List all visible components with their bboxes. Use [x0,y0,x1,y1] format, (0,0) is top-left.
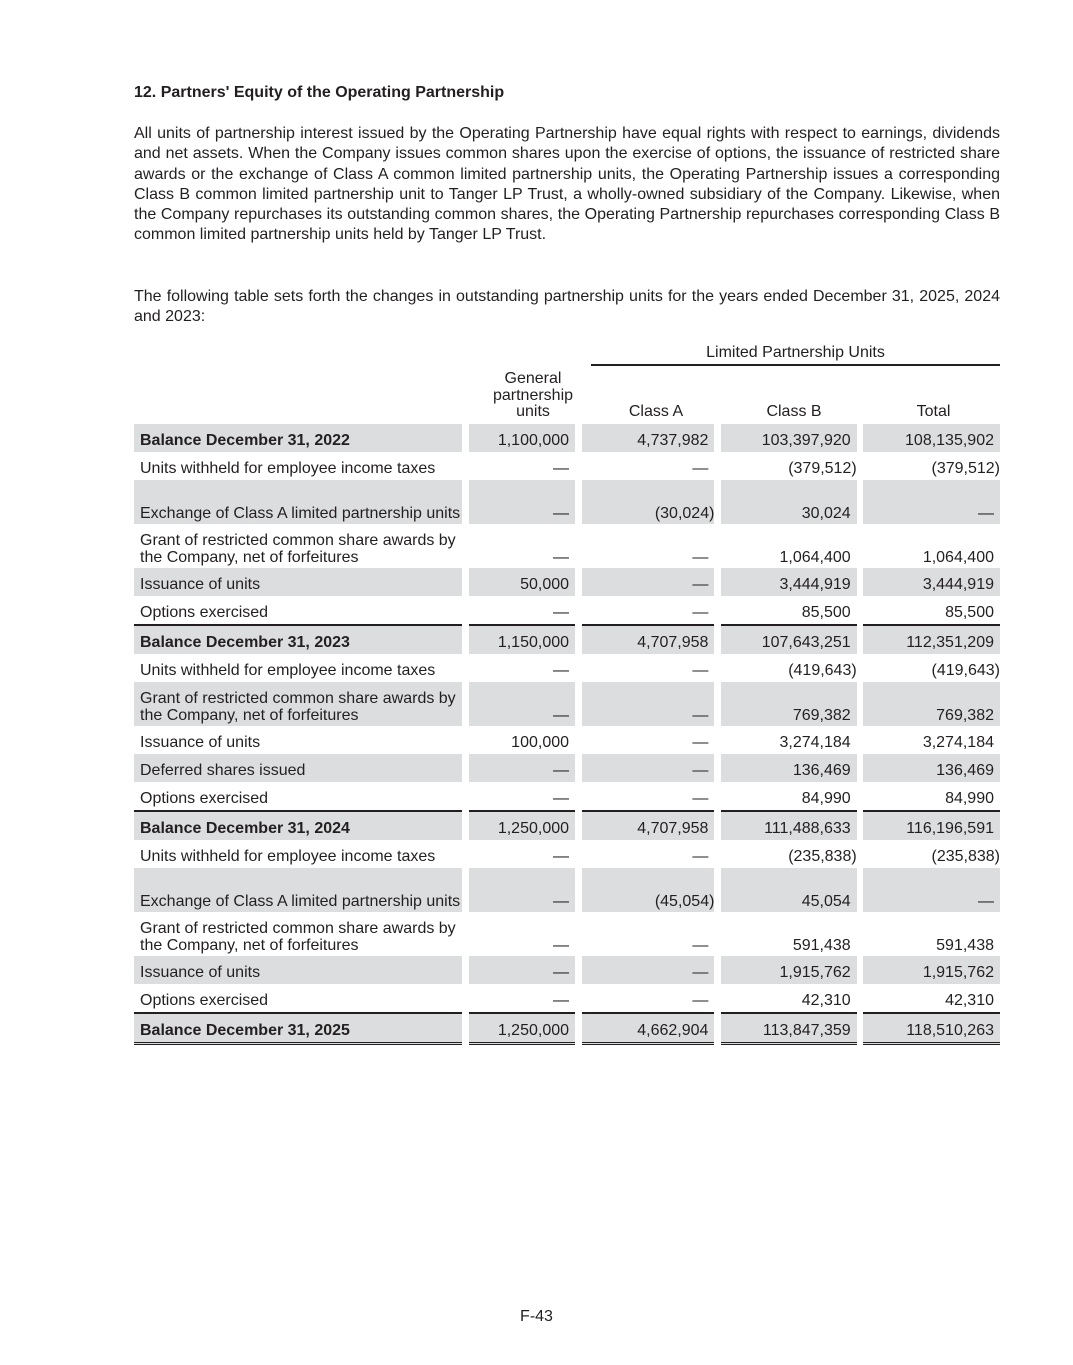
cell-general-partnership: — [469,682,575,726]
cell-class-b: 42,310 [801,991,851,1009]
row-label: Exchange of Class A limited partnership units [134,868,462,912]
cell-general-partnership: 1,250,000 [469,1012,575,1045]
column-gap [462,840,469,868]
column-gap [714,868,721,912]
cell-total: (379,512) [931,459,1000,477]
column-gap [857,754,864,782]
column-gap [462,868,469,912]
cell-class-b: 136,469 [721,754,857,782]
cell-general-partnership: 1,150,000 [469,624,575,654]
cell-class-b: 45,054 [721,868,857,912]
cell-class-b: 113,847,359 [721,1012,857,1045]
cell-general-partnership: — [469,956,575,984]
table-row [134,754,1000,782]
column-gap [462,956,469,984]
cell-class-a: — [692,847,709,865]
cell-total: 116,196,591 [863,810,1000,840]
column-gap [714,682,721,726]
table-row [134,726,1000,754]
cell-class-a: — [692,603,709,621]
column-gap [575,682,582,726]
cell-total: (419,643) [931,661,1000,679]
cell-class-b: 1,064,400 [779,548,851,566]
column-gap [857,726,864,754]
column-gap [462,682,469,726]
column-gap [857,480,864,524]
column-gap [462,810,469,840]
cell-general-partnership: 1,250,000 [469,810,575,840]
column-gap [714,984,721,1012]
cell-total: 3,274,184 [922,733,994,751]
cell-total: 3,444,919 [863,568,1000,596]
column-gap [714,596,721,624]
column-gap [462,912,469,956]
row-label: Exchange of Class A limited partnership units [134,480,462,524]
cell-general-partnership: 1,100,000 [469,424,575,452]
cell-total: 1,915,762 [863,956,1000,984]
partnership-units-table [134,424,1000,1045]
balance-row [134,624,1000,654]
limited-partnership-units-header: Limited Partnership Units [706,344,885,361]
cell-class-a: 4,707,958 [582,624,715,654]
column-gap [857,524,864,568]
column-gap [714,956,721,984]
cell-general-partnership: — [553,548,570,566]
table-row [134,984,1000,1012]
cell-class-a: — [692,936,709,954]
table-row [134,452,1000,480]
cell-class-b: 769,382 [721,682,857,726]
table-row [134,956,1000,984]
row-label: Grant of restricted common share awards by the Company, net of forfeitures [140,920,456,954]
row-label: Grant of restricted common share awards by the Company, net of forfeitures [140,532,456,566]
table-row [134,524,1000,568]
cell-class-a: 4,737,982 [582,424,715,452]
column-gap [462,624,469,654]
column-gap [575,524,582,568]
cell-total: 85,500 [945,603,994,621]
cell-class-a: — [692,789,709,807]
table-row [134,480,1000,524]
column-gap [575,912,582,956]
column-gap [714,754,721,782]
cell-class-a: — [582,682,715,726]
cell-total: 112,351,209 [863,624,1000,654]
row-label: Options exercised [140,789,269,807]
column-gap [857,624,864,654]
balance-row [134,424,1000,452]
cell-class-a: — [582,956,715,984]
group-header-rule [591,364,1000,366]
cell-general-partnership: 50,000 [469,568,575,596]
column-gap [714,782,721,810]
cell-class-b: 84,990 [801,789,851,807]
row-label: Units withheld for employee income taxes [140,459,436,477]
table-row [134,654,1000,682]
column-gap [575,1012,582,1045]
column-gap [575,956,582,984]
row-label: Issuance of units [140,733,261,751]
column-gap [575,984,582,1012]
column-gap [714,840,721,868]
cell-total: 108,135,902 [863,424,1000,452]
cell-total: 1,064,400 [922,548,994,566]
column-gap [575,840,582,868]
cell-class-b: 85,500 [801,603,851,621]
cell-class-b: 30,024 [721,480,857,524]
column-gap [857,1012,864,1045]
column-gap [462,524,469,568]
column-gap [462,782,469,810]
cell-class-a: — [692,991,709,1009]
balance-row [134,810,1000,840]
column-gap [857,912,864,956]
column-gap [714,568,721,596]
balance-row [134,1012,1000,1045]
table-row [134,782,1000,810]
column-gap [462,654,469,682]
cell-class-a: — [582,568,715,596]
column-gap [714,912,721,956]
row-label: Issuance of units [134,956,462,984]
cell-class-b: 111,488,633 [721,810,857,840]
column-gap [714,452,721,480]
column-gap [857,956,864,984]
column-gap [857,984,864,1012]
cell-general-partnership: — [553,847,570,865]
section-heading: 12. Partners' Equity of the Operating Partnership [134,84,505,101]
row-label: Deferred shares issued [134,754,462,782]
column-gap [575,754,582,782]
column-gap [575,568,582,596]
row-label: Balance December 31, 2025 [134,1012,462,1045]
cell-general-partnership: — [553,991,570,1009]
table-row [134,840,1000,868]
cell-total: 136,469 [863,754,1000,782]
cell-class-a: 4,662,904 [582,1012,715,1045]
column-header-total: Total [916,403,951,420]
row-label: Issuance of units [134,568,462,596]
cell-total: (235,838) [931,847,1000,865]
cell-class-a: — [692,661,709,679]
cell-class-a: — [692,733,709,751]
column-gap [714,524,721,568]
cell-class-b: 3,444,919 [721,568,857,596]
cell-class-b: 103,397,920 [721,424,857,452]
cell-total: — [863,868,1000,912]
cell-general-partnership: — [553,603,570,621]
row-label: Options exercised [140,603,269,621]
cell-class-b: (235,838) [788,847,857,865]
column-header-line: partnership [492,386,574,404]
column-gap [462,984,469,1012]
column-gap [575,480,582,524]
column-gap [857,568,864,596]
column-gap [462,452,469,480]
column-gap [462,480,469,524]
column-gap [857,868,864,912]
cell-general-partnership: — [469,868,575,912]
table-row [134,682,1000,726]
cell-total: 42,310 [945,991,994,1009]
column-gap [714,424,721,452]
column-gap [714,624,721,654]
row-label: Balance December 31, 2022 [134,424,462,452]
row-label: Balance December 31, 2023 [134,624,462,654]
column-gap [575,596,582,624]
column-gap [857,782,864,810]
column-gap [575,654,582,682]
cell-class-b: 591,438 [792,936,851,954]
table-row [134,912,1000,956]
column-gap [857,840,864,868]
column-gap [462,726,469,754]
column-header-line: General [504,370,562,387]
cell-class-a: — [692,548,709,566]
column-header-general-partnership [482,371,584,421]
cell-class-a: — [692,459,709,477]
column-gap [575,782,582,810]
cell-general-partnership: 100,000 [511,733,570,751]
column-gap [462,424,469,452]
row-label: Units withheld for employee income taxes [140,847,436,865]
column-gap [857,682,864,726]
row-label: Balance December 31, 2024 [134,810,462,840]
column-gap [575,726,582,754]
column-header-class-b: Class B [766,403,822,420]
cell-class-b: 107,643,251 [721,624,857,654]
column-gap [857,452,864,480]
cell-class-b: 3,274,184 [779,733,851,751]
column-gap [714,726,721,754]
cell-general-partnership: — [553,936,570,954]
intro-paragraph: All units of partnership interest issued by the Operating Partnership have equal rights with respect to earnings, dividends and net assets. When the Company issues common shares upon the exercise of options, the issuance of restricted share awards or the exchange of Class A common limited partnership units, the Operating Partnership issues a corresponding Class B common limited partnership unit to Tanger LP Trust, a wholly-owned subsidiary of the Company. Likewise, when the Company repurchases its outstanding common shares, the Operating Partnership repurchases corresponding Class B common limited partnership units held by Tanger LP Trust. [134,125,1000,244]
cell-class-a: (45,054) [582,868,715,912]
row-label: Grant of restricted common share awards by the Company, net of forfeitures [134,682,462,726]
cell-total: 769,382 [863,682,1000,726]
page-number: F-43 [520,1308,553,1325]
cell-class-b: (379,512) [788,459,857,477]
column-gap [857,596,864,624]
table-intro-paragraph: The following table sets forth the changes in outstanding partnership units for the years ended December 31, 2025, 2024 and 2023: [134,288,1000,326]
column-gap [575,624,582,654]
cell-general-partnership: — [469,754,575,782]
row-label: Units withheld for employee income taxes [140,661,436,679]
table-row [134,568,1000,596]
column-gap [714,1012,721,1045]
column-gap [462,568,469,596]
cell-class-a: — [582,754,715,782]
column-gap [714,480,721,524]
cell-class-b: 1,915,762 [721,956,857,984]
column-gap [462,1012,469,1045]
column-gap [462,596,469,624]
table-row [134,596,1000,624]
cell-general-partnership: — [553,459,570,477]
cell-general-partnership: — [469,480,575,524]
column-gap [714,654,721,682]
column-gap [714,810,721,840]
column-gap [575,868,582,912]
column-gap [857,654,864,682]
row-label: Options exercised [140,991,269,1009]
column-gap [575,810,582,840]
column-header-line: units [516,403,550,420]
cell-total: 118,510,263 [863,1012,1000,1045]
column-gap [575,452,582,480]
column-gap [462,754,469,782]
cell-general-partnership: — [553,661,570,679]
cell-total: — [863,480,1000,524]
column-header-class-a: Class A [628,403,684,420]
cell-general-partnership: — [553,789,570,807]
cell-total: 591,438 [936,936,994,954]
cell-class-a: (30,024) [582,480,715,524]
cell-class-a: 4,707,958 [582,810,715,840]
column-gap [857,424,864,452]
cell-class-b: (419,643) [788,661,857,679]
column-gap [857,810,864,840]
table-row [134,868,1000,912]
column-gap [575,424,582,452]
cell-total: 84,990 [945,789,994,807]
